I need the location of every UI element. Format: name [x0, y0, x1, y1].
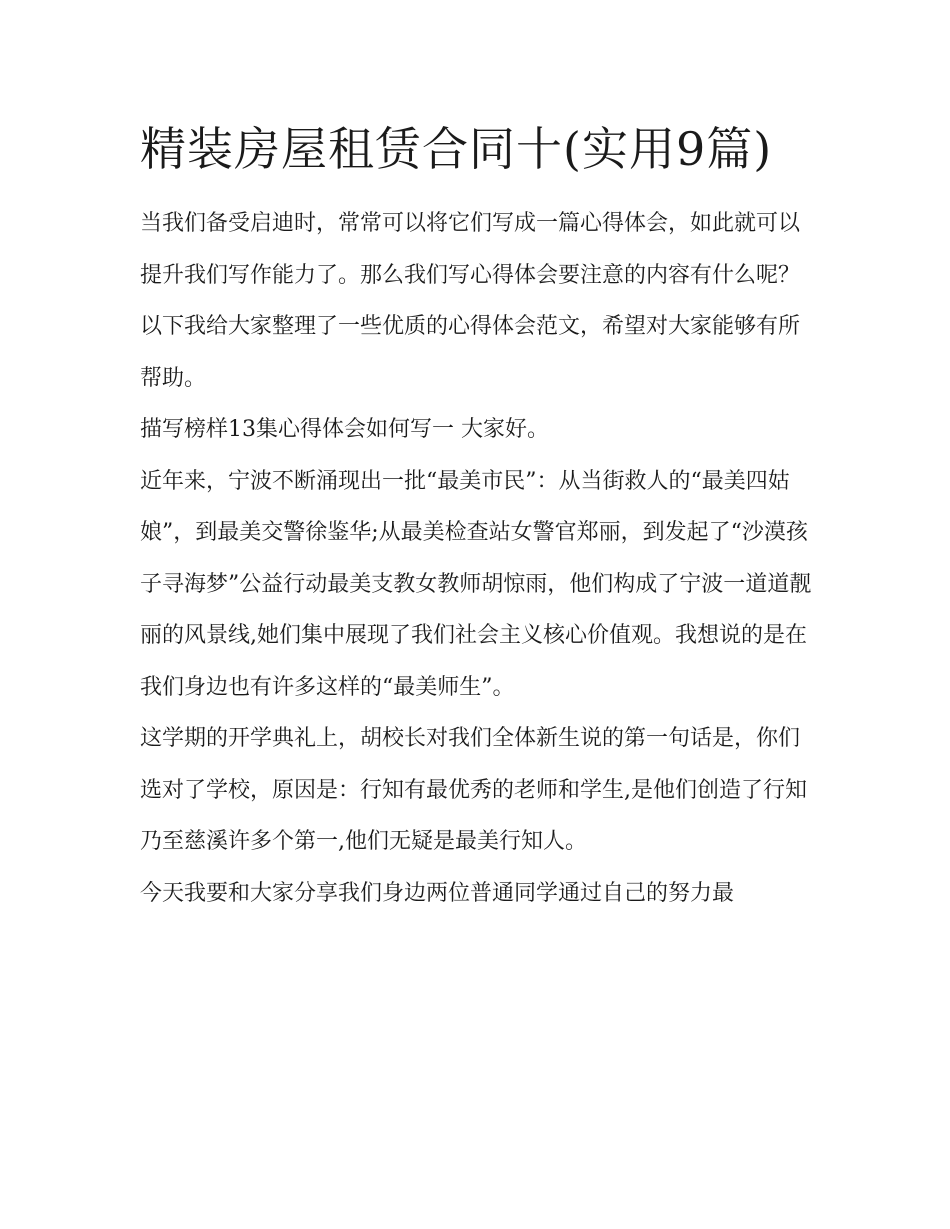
document-title: 精装房屋租赁合同十(实用9篇) — [140, 122, 773, 176]
paragraph-share: 今天我要和大家分享我们身边两位普通同学通过自己的努力最 — [140, 880, 735, 906]
paragraph-school: 这学期的开学典礼上，胡校长对我们全体新生说的第一句话是，你们选对了学校，原因是：行知有最优秀的老师和学生,是他们创造了行知乃至慈溪许多个第一,他们无疑是最美行知人。 — [140, 726, 807, 854]
paragraph-ningbo: 近年来，宁波不断涌现出一批“最美市民”：从当街救人的“最美四姑娘”，到最美交警徐鉴华;从最美检查站女警官郑丽，到发起了“沙漠孩子寻海梦”公益行动最美支教女教师胡惊雨，他们构成了宁波一道道靓丽的风景线,她们集中展现了我们社会主义核心价值观。我想说的是在我们身边也有许多这样的“最美师生”。 — [140, 468, 812, 700]
document-page — [140, 110, 820, 919]
paragraph-greeting: 描写榜样13集心得体会如何写一 大家好。 — [140, 417, 549, 442]
paragraph-intro: 当我们备受启迪时，常常可以将它们写成一篇心得体会，如此就可以提升我们写作能力了。那么我们写心得体会要注意的内容有什么呢？以下我给大家整理了一些优质的心得体会范文，希望对大家能够有所帮助。 — [140, 211, 801, 391]
